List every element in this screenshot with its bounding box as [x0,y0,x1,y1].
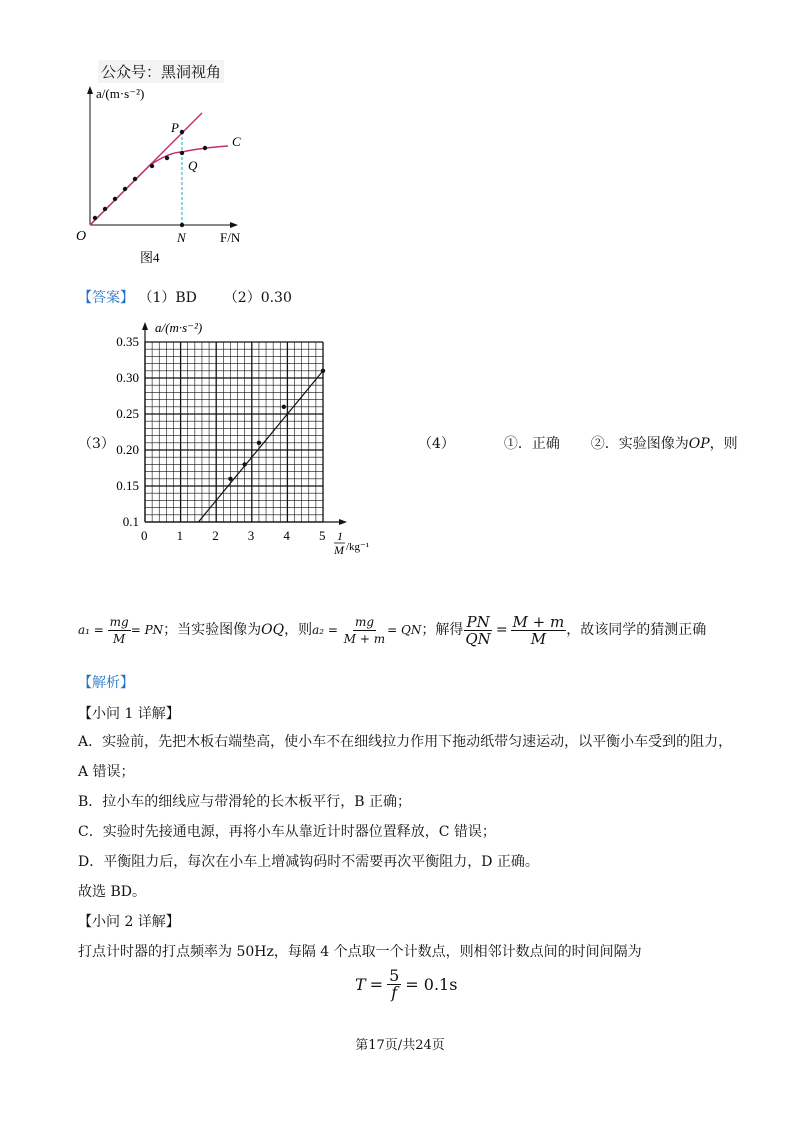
svg-text:1: 1 [337,529,343,543]
svg-text:M: M [334,543,344,557]
deriv-text3: ；解得 [421,622,464,638]
q1-heading: 【小问 1 详解】 [78,706,180,722]
part4-label: （4） [418,436,455,452]
answer-line [78,288,292,308]
fit-line [198,371,323,522]
fig4-curve-oc [90,146,228,225]
fig4-y-arrow [87,86,93,94]
watermark-text: 公众号：黑洞视角 [98,60,224,83]
deriv-a1: a₁ [78,623,90,637]
chart-y-arrow [142,322,148,330]
y-tick-label: 0.35 [116,334,139,349]
data-point [321,369,325,373]
deriv-frac1: $\frac{mg}{M}$ [109,614,129,646]
deriv-text4: ，故该同学的猜测正确 [566,622,707,638]
fig4-x-arrow [230,222,238,228]
answer-part1: （1）BD [138,290,197,306]
deriv-text1: ；当实验图像为 [163,622,262,638]
fig4-point [123,187,127,191]
fig4-origin-label: O [76,229,87,244]
page-footer: 第17页/共24页 [355,1038,445,1053]
fig4-point [113,197,117,201]
chart-x-arrow [339,519,347,525]
fig4-point-q [180,151,184,155]
answer-part4 [418,434,738,454]
acceleration-chart [105,318,390,568]
chart-ticks [116,334,325,543]
y-tick-label: 0.30 [116,370,139,385]
fig4-caption: 图4 [140,250,160,265]
deriv-oq: OQ [261,622,285,638]
answer-tag: 【答案】 [78,290,134,306]
deriv-a2: a₂ [312,623,325,637]
chart-grid [145,342,323,522]
data-point [257,441,261,445]
answer-part3: （3） [78,436,115,452]
x-tick-label: 3 [247,528,255,543]
y-tick-label: 0.1 [122,514,139,529]
x-tick-label: 1 [176,528,184,543]
deriv-pn: = PN [130,623,164,637]
deriv-qn: = QN [387,623,422,637]
x-tick-label: 2 [212,528,219,543]
chart-x-label [333,529,369,557]
fig4-point [133,177,137,181]
q1-option-a-line1: A．实验前，先把木板右端垫高，使小车不在细线拉力作用下拖动纸带匀速运动，以平衡小车受到的阻力， [78,734,733,750]
x-tick-label: 4 [283,528,290,543]
svg-text:/kg⁻¹: /kg⁻¹ [346,541,370,553]
deriv-frac3: $\frac{PN}{QN}$ [465,612,491,648]
y-tick-label: 0.15 [116,478,139,493]
fig4-point [93,216,97,220]
chart-fit-line [198,371,323,522]
data-point [282,405,286,409]
fig4-point-n [180,223,184,227]
data-point [242,462,246,466]
fig4-p-label: P [171,120,179,135]
deriv-frac2: $\frac{mg}{M + m}$ [343,614,386,646]
q1-option-b: B．拉小车的细线应与带滑轮的长木板平行，B 正确； [78,794,412,810]
x-tick-label: 5 [319,528,326,543]
figure-4 [60,80,260,270]
fig4-x-label: F/N [220,230,241,245]
part4-graph: ②．实验图像为 [590,436,689,452]
deriv-text2: ，则 [284,622,313,638]
y-tick-label: 0.20 [116,442,139,457]
fig4-n-label: N [177,230,186,245]
answer-part2: （2）0.30 [223,290,292,306]
analysis-tag: 【解析】 [78,675,134,691]
fig4-y-label: a/(m·s⁻²) [96,86,145,101]
fig4-q-label: Q [188,158,198,173]
derivation-line: a₁ = $\frac{mg}{M}$ = PN ；当实验图像为 OQ ，则 a₂ = $\frac{mg}{M + m}$ = QN ；解得 $\frac{PN}{QN}$ = $\frac{M + m}{M}$ ，故该同学的猜测正确 [78,612,707,648]
y-tick-label: 0.25 [116,406,139,421]
fig4-point [165,156,169,160]
q2-heading: 【小问 2 详解】 [78,914,180,930]
q1-choose: 故选 BD。 [78,884,146,900]
x-tick-label: 0 [141,528,148,543]
fig4-point [103,207,107,211]
q1-option-c: C．实验时先接通电源，再将小车从靠近计时器位置释放，C 错误； [78,824,496,840]
q2-text: 打点计时器的打点频率为 50Hz，每隔 4 个点取一个计数点，则相邻计数点间的时间间隔为 [78,944,642,960]
fig4-c-label: C [232,134,241,149]
q1-option-a-line2: A 错误； [78,764,135,780]
chart-y-label: a/(m·s⁻²) [155,320,203,335]
data-point [228,477,232,481]
fig4-point-p [180,130,184,134]
part4-op: OP [688,436,710,452]
part4-correct: ①．正确 [503,436,560,452]
fig4-point [150,164,154,168]
q1-option-d: D．平衡阻力后，每次在小车上增减钩码时不需要再次平衡阻力，D 正确。 [78,854,539,870]
deriv-frac4: $\frac{M + m}{M}$ [512,612,565,648]
part4-then: ，则 [709,436,738,452]
fig4-point [203,146,207,150]
period-formula: T = $\frac{5}{f}$ = 0.1s [355,966,458,1002]
